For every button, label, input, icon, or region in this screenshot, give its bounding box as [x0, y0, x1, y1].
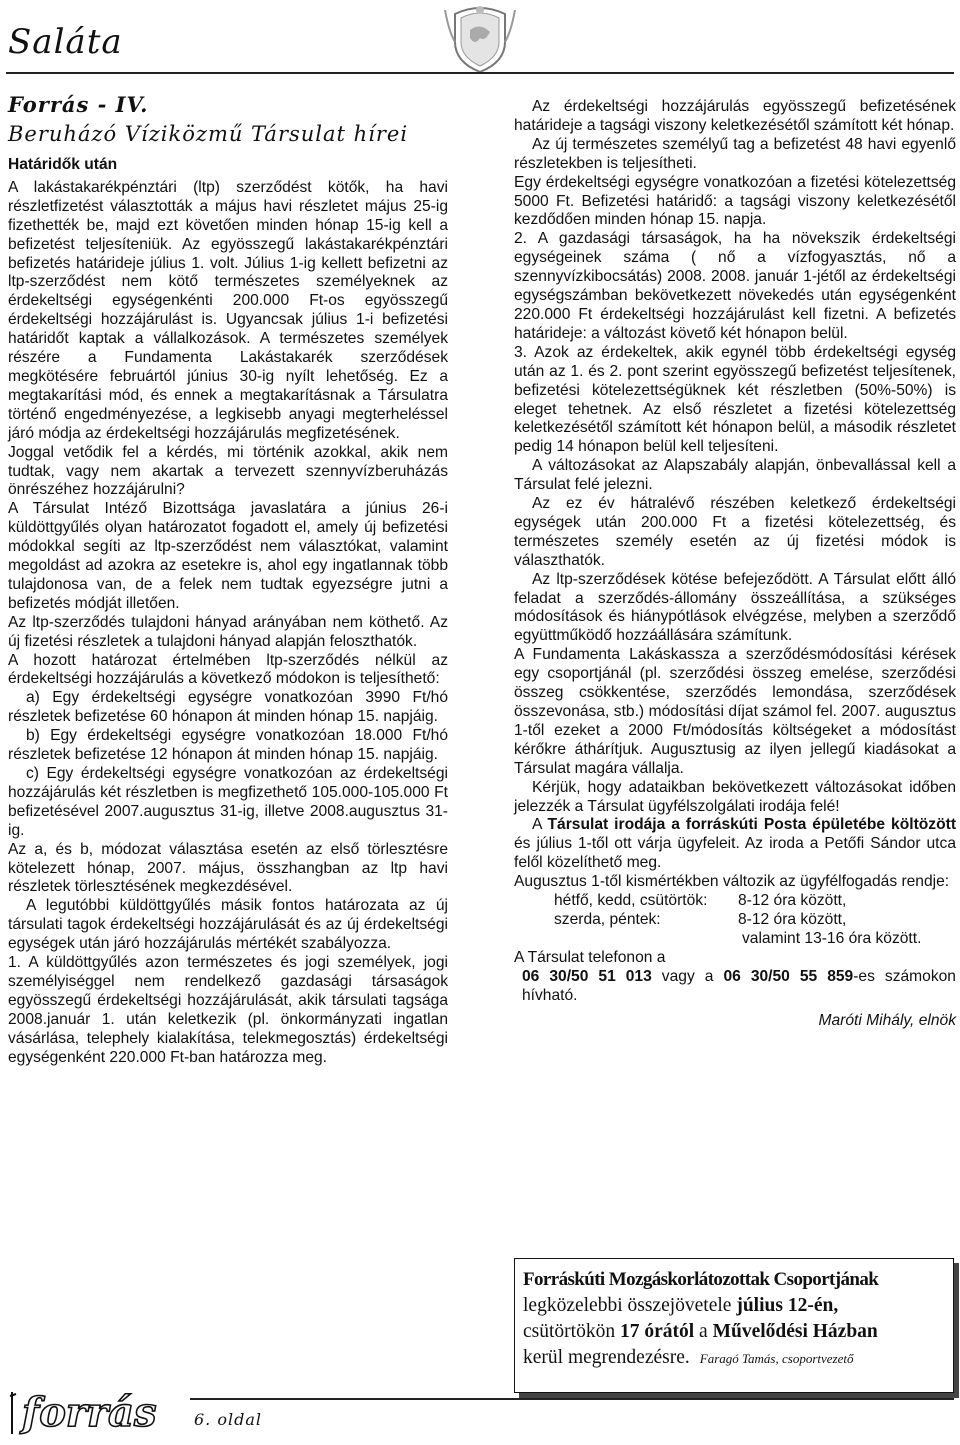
- table-row: [554, 911, 921, 930]
- hours-time: 8-12 óra között,: [738, 910, 847, 928]
- text: -es számokon hívható.: [522, 967, 956, 1004]
- hours-days: hétfő, kedd, csütörtök:: [554, 892, 708, 910]
- paragraph: Kérjük, hogy adataikban bekövetkezett változásokat időben jelezzék a Társulat ügyfélszolgálati irodája felé!: [514, 778, 956, 815]
- table-row: [554, 892, 921, 911]
- text: legközelebbi összejövetele: [523, 1295, 737, 1316]
- paragraph: A legutóbbi küldöttgyűlés másik fontos határozata az új társulati tagok érdekeltségi hozzájárulását és az új érdekeltségi egységek után járó hozzájárulás mértékét szabályozza.: [8, 897, 448, 953]
- phone-intro: A Társulat telefonon a: [514, 948, 666, 966]
- forras-logo: [8, 1382, 168, 1438]
- svg-text:forrás: forrás: [22, 1389, 157, 1436]
- paragraph: A lakástakarékpénztári (ltp) szerződést kötők, ha havi részletfizetést választották a május havi részletet május 25-ig fizethették be, majd ezt követően minden hónap 15-ig kell a befizetést teljesíteniük. Az egyösszegű lakástakarékpénztári befizetés határideje július 1. volt. Július 1-ig kellett befizetni az ltp-szerződést nem kötő természetes személyeknek az érdekeltségi egységenkénti 200.000 Ft-os egyösszegű érdekeltségi hozzájárulást is. Ugyancsak július 1-i befizetési határidőt kaptak a vállalkozások. A természetes személyek részére a Fundamenta Lakástakarék szerződések megkötésére februártól június 30-ig nyílt lehetőség. Ez a megtakarítási mód, és ennek a megtakarításnak a Társulatra történő engedményezése, a legkisebb anyagi megterheléssel járó módja az érdekeltségi hozzájárulás megfizetésének.: [8, 178, 448, 442]
- right-column: [514, 98, 956, 1030]
- notice-line: [523, 1319, 945, 1345]
- notice-time: 17 órától: [619, 1321, 695, 1342]
- notice-line: [523, 1345, 945, 1372]
- table-row: [554, 930, 921, 949]
- text: és július 1-től ott várja ügyfeleit. Az iroda a Petőfi Sándor utca felől közelíthető meg.: [514, 835, 956, 872]
- hours-intro: Augusztus 1-től kismértékben változik az ügyfélfogadás rendje:: [514, 873, 950, 891]
- paragraph: Az ltp-szerződések kötése befejeződött. A Társulat előtt álló feladat a szerződés-állomány összeállítása, a szükséges módosítások és hiánypótlások elvégzése, melyben a szerződő együttműködő hozzáállására számítunk.: [514, 570, 956, 645]
- paragraph: Az ltp-szerződés tulajdoni hányad arányában nem köthető. Az új fizetési részletek a tulajdoni hányad alapján feloszthatók.: [8, 613, 448, 650]
- left-column: [8, 92, 448, 1068]
- office-move-notice: [514, 816, 956, 873]
- paragraph: c) Egy érdekeltségi egységre vonatkozóan az érdekeltségi hozzájárulás két részletben is megfizethető 105.000-105.000 Ft befizetésével 2007.augusztus 31-ig, illetve 2008.augusztus 31-ig.: [8, 765, 448, 839]
- phone-number[interactable]: 06 30/50 55 859: [723, 967, 854, 985]
- notice-date: július 12-én,: [736, 1295, 839, 1316]
- notice-heading: Forráskúti Mozgáskorlátozottak Csoportjának: [523, 1269, 879, 1290]
- paragraph: b) Egy érdekeltségi egységre vonatkozóan 18.000 Ft/hó részletek befizetése 12 hónapon át minden hónap 15. napjáig.: [8, 727, 448, 764]
- notice-line: [523, 1293, 945, 1319]
- hours-time: valamint 13-16 óra között.: [742, 929, 922, 947]
- paragraph: 2. A gazdasági társaságok, ha ha növekszik érdekeltségi egységeinek száma ( nő a vízfogyasztás, nő a szennyvízkibocsátás) 2008. 2008. január 1-jétől az érdekeltségi egységszámban bekövetkezett növekedés után egységenként 220.000 Ft érdekeltségi hozzájárulást kell fizetni. A befizetés határideje: a változást követő két hónapon belül.: [514, 230, 956, 342]
- header-rule: [6, 72, 954, 74]
- paragraph: Az a, és b, módozat választása esetén az első törlesztésre kötelezett hónap, 2007. május, összhangban az ltp havi részletek törlesztésének megkezdésével.: [8, 840, 448, 896]
- notice-signature: Faragó Tamás, csoportvezető: [699, 1351, 854, 1366]
- paragraph: Az új természetes személyű tag a befizetést 48 havi egyenlő részletekben is teljesítheti.: [514, 135, 956, 172]
- paragraph: Egy érdekeltségi egységre vonatkozóan a fizetési kötelezettség 5000 Ft. Befizetési határidő: a tagsági viszony keletkezésétől kezdődően minden hónap 15. napja.: [514, 173, 956, 229]
- notice-venue: Művelődési Házban: [712, 1321, 878, 1342]
- coat-of-arms-icon: [435, 2, 525, 74]
- footer-rule: [190, 1398, 954, 1400]
- text: kerül megrendezésre.: [523, 1347, 690, 1368]
- paragraph: Joggal vetődik fel a kérdés, mi történik azokkal, akik nem tudtak, vagy nem akartak a tervezett szennyvízberuházás önrészéhez hozzájárulni?: [8, 443, 448, 499]
- paragraph: A hozott határozat értelmében ltp-szerződés nélkül az érdekeltségi hozzájárulás a következő módokon is teljesíthető:: [8, 651, 448, 688]
- text: csütörtökön: [523, 1321, 620, 1342]
- paragraph: A Fundamenta Lakáskassza a szerződésmódosítási kérések egy csoportjánál (pl. szerződési összeg emelése, szerződési összeg csökkentése, szerződés lemondása, szerződések összevonása, stb.) módosítási díjat számol fel. 2007. augusztus 1-től ezeket a 2000 Ft/módosítás költségeket a módosítást kérőkre áthárítjuk. Augusztusig az ilyen jellegű kiadásokat a Társulat magára vállalja.: [514, 646, 956, 777]
- article-title: Beruházó Víziközmű Társulat hírei: [8, 122, 409, 146]
- paragraph: A változásokat az Alapszabály alapján, önbevallással kell a Társulat felé jelezni.: [514, 457, 956, 494]
- notice-box: [514, 1258, 954, 1393]
- paragraph: 1. A küldöttgyűlés azon természetes és jogi személyek, jogi személyiséggel nem rendelkező gazdasági társaságok egyösszegű érdekeltségi hozzájárulását, akik társulati tagsága 2008.január 1. után keletkezik (pl. önkormányzati ingatlan vásárlása, telephely kialakítása, telekmegosztás) érdekeltségi egységenként 220.000 Ft-ban határozza meg.: [8, 954, 448, 1066]
- phone-numbers: [514, 968, 956, 1006]
- hours-days: szerda, péntek:: [554, 910, 661, 928]
- section-title: Saláta: [8, 22, 123, 62]
- office-move-highlight: Társulat irodája a forráskúti Posta épületébe költözött: [547, 816, 957, 834]
- phone-number[interactable]: 06 30/50 51 013: [522, 967, 652, 985]
- paragraph: a) Egy érdekeltségi egységre vonatkozóan 3990 Ft/hó részletek befizetése 60 hónapon át minden hónap 15. napjáig.: [8, 689, 448, 726]
- page-number: 6. oldal: [194, 1410, 262, 1429]
- paragraph: Az érdekeltségi hozzájárulás egyösszegű befizetésének határideje a tagsági viszony keletkezésétől számított két hónap.: [514, 98, 956, 134]
- text: vagy a: [651, 967, 724, 985]
- office-hours-table: [554, 892, 921, 949]
- article-subhead: Határidők után: [8, 156, 118, 173]
- paragraph: A Társulat Intéző Bizottsága javaslatára a június 26-i küldöttgyűlés olyan határozatot fogadott el, amely új befizetési módokkal segíti az ltp-szerződést nem választókat, valamint megoldást ad azokra az esetekre is, ahol egy ingatlannak több tulajdonosa van, de a felek nem tudtak egyezségre jutni a befizetés módját illetően.: [8, 500, 448, 612]
- paragraph: 3. Azok az érdekeltek, akik egynél több érdekeltségi egység után az 1. és 2. pont szerint egyösszegű befizetést teljesítenek, befizetési kötelezettségüknek két részletben (50%-50%) is eleget tehetnek. Az első részletet a fizetési kötelezettség keletkezésétől számított két hónapon belül, a második részletet pedig 14 hónapon belül kell teljesíteni.: [514, 343, 956, 456]
- article-signature: Maróti Mihály, elnök: [818, 1011, 956, 1029]
- hours-time: 8-12 óra között,: [738, 892, 847, 910]
- text: A: [532, 816, 548, 834]
- article-kicker: Forrás - IV.: [8, 92, 149, 117]
- text: a: [694, 1321, 713, 1342]
- paragraph: Az ez év hátralévő részében keletkező érdekeltségi egységek után 200.000 Ft a fizetési kötelezettség, és természetes személy esetén az új fizetési módok is választhatók.: [514, 495, 956, 569]
- hours-days: [554, 930, 738, 949]
